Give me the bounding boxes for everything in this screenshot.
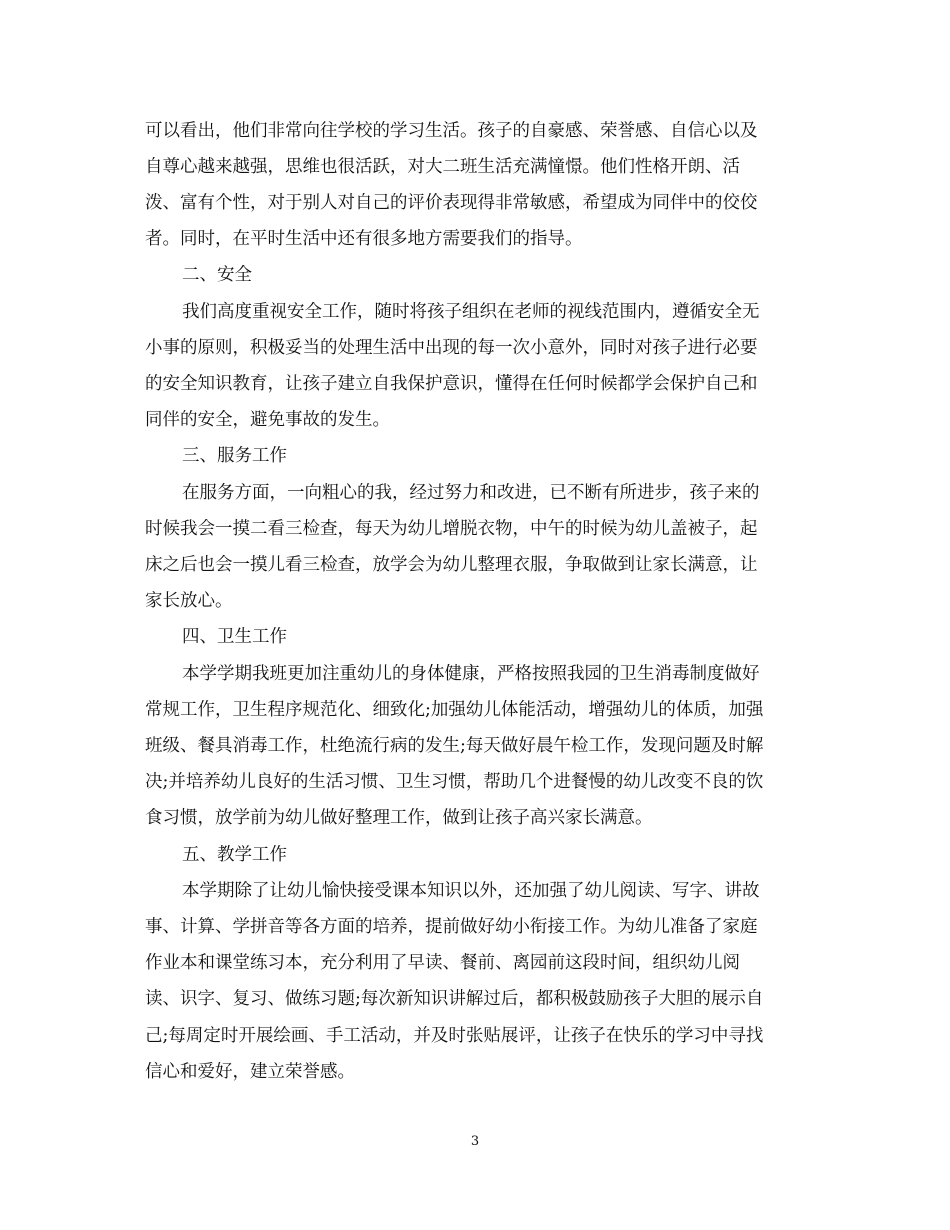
text-line: 床之后也会一摸儿看三检查，放学会为幼儿整理衣服，争取做到让家长满意，让: [145, 555, 758, 575]
text-line: 家长放心。: [145, 591, 233, 611]
text-line: 同伴的安全，避免事故的发生。: [145, 410, 390, 430]
text-line: 者。同时，在平时生活中还有很多地方需要我们的指导。: [145, 229, 583, 249]
text-line: 班级、餐具消毒工作，杜绝流行病的发生;每天做好晨午检工作，发现问题及时解: [145, 736, 764, 756]
text-line: 信心和爱好，建立荣誉感。: [145, 1062, 355, 1082]
text-line: 小事的原则，积极妥当的处理生活中出现的每一次小意外，同时对孩子进行必要: [145, 338, 758, 358]
section-heading: 四、卫生工作: [182, 627, 287, 647]
text-line: 本学学期我班更加注重幼儿的身体健康，严格按照我园的卫生消毒制度做好: [182, 664, 760, 684]
text-line: 可以看出，他们非常向往学校的学习生活。孩子的自豪感、荣誉感、自信心以及: [145, 121, 758, 141]
text-line: 自尊心越来越强，思维也很活跃，对大二班生活充满憧憬。他们性格开朗、活: [145, 157, 740, 177]
text-line: 作业本和课堂练习本，充分利用了早读、餐前、离园前这段时间，组织幼儿阅: [145, 953, 740, 973]
text-line: 本学期除了让幼儿愉快接受课本知识以外，还加强了幼儿阅读、写字、讲故: [182, 881, 760, 901]
text-line: 事、计算、学拼音等各方面的培养，提前做好幼小衔接工作。为幼儿准备了家庭: [145, 917, 758, 937]
section-heading: 五、教学工作: [182, 845, 287, 865]
text-line: 食习惯，放学前为幼儿做好整理工作，做到让孩子高兴家长满意。: [145, 808, 653, 828]
page-number: 3: [470, 1134, 480, 1149]
text-line: 读、识字、复习、做练习题;每次新知识讲解过后，都积极鼓励孩子大胆的展示自: [145, 989, 764, 1009]
text-line: 的安全知识教育，让孩子建立自我保护意识，懂得在任何时候都学会保护自己和: [145, 374, 758, 394]
section-heading: 二、安全: [182, 265, 252, 285]
section-heading: 三、服务工作: [182, 446, 287, 466]
text-line: 决;并培养幼儿良好的生活习惯、卫生习惯，帮助几个进餐慢的幼儿改变不良的饮: [145, 772, 764, 792]
text-line: 己;每周定时开展绘画、手工活动，并及时张贴展评，让孩子在快乐的学习中寻找: [145, 1026, 764, 1046]
text-line: 常规工作，卫生程序规范化、细致化;加强幼儿体能活动，增强幼儿的体质，加强: [145, 700, 764, 720]
text-line: 我们高度重视安全工作，随时将孩子组织在老师的视线范围内，遵循安全无: [182, 302, 760, 322]
text-line: 时候我会一摸二看三检查，每天为幼儿增脱衣物，中午的时候为幼儿盖被子，起: [145, 519, 758, 539]
text-line: 在服务方面，一向粗心的我，经过努力和改进，已不断有所进步，孩子来的: [182, 483, 760, 503]
text-line: 泼、富有个性，对于别人对自己的评价表现得非常敏感，希望成为同伴中的佼佼: [145, 193, 758, 213]
